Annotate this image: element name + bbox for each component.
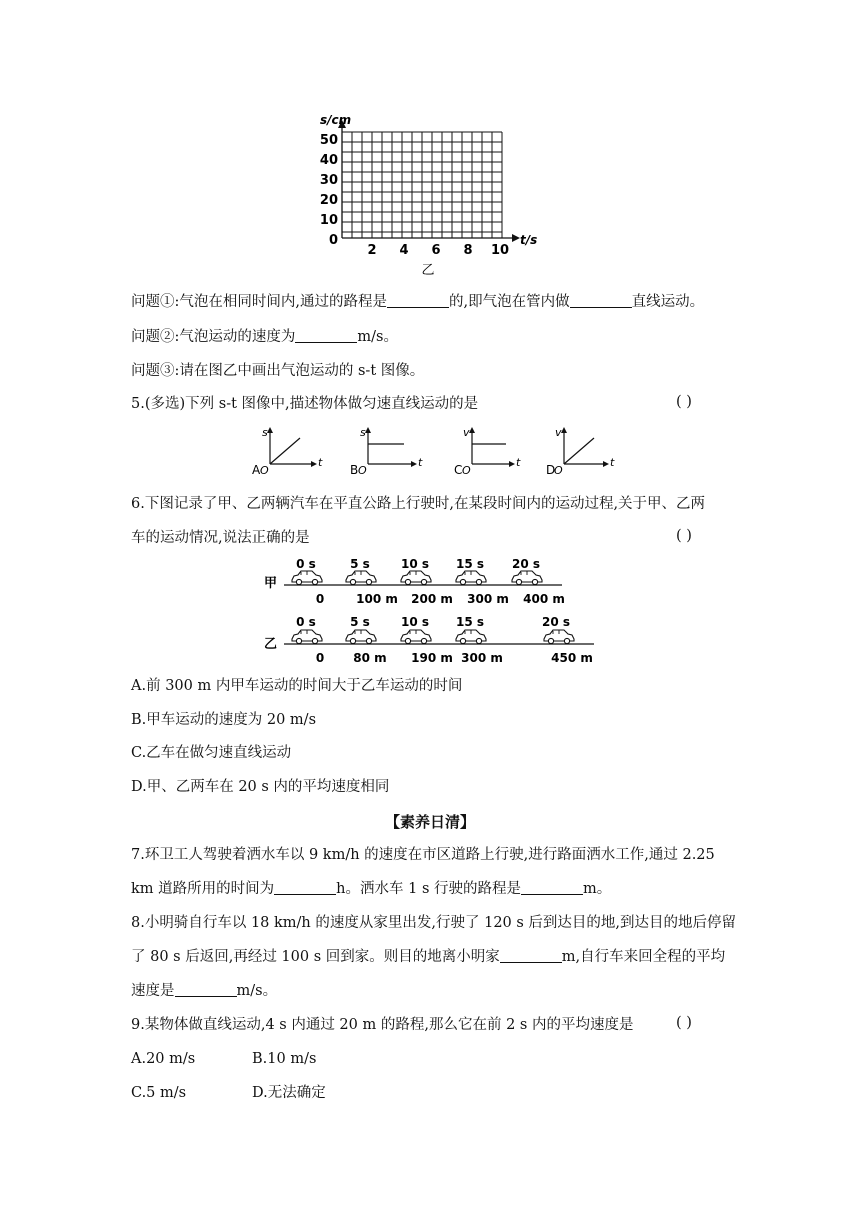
answer-blank[interactable] [295, 328, 357, 343]
q5-options [250, 426, 620, 478]
q4-line2 [131, 327, 398, 347]
q6-yi-car [346, 630, 376, 644]
answer-blank[interactable] [500, 948, 562, 963]
q6-yi-distance: 190 m [411, 651, 453, 665]
q8-line3-b: m/s。 [236, 983, 278, 999]
q5-b-origin: O [358, 464, 367, 477]
q5-a-origin: O [260, 464, 269, 477]
section-title: 【素养日清】 [384, 813, 475, 831]
q6-jia-time: 10 s [400, 557, 430, 571]
graph-yi-x-tick: 4 [399, 243, 409, 258]
answer-blank[interactable] [175, 982, 237, 997]
q5-option-c: C [454, 463, 463, 477]
q5-c-xlabel: t [516, 456, 521, 469]
q5-a-ylabel: s [262, 426, 268, 439]
q6-yi-label: 乙 [264, 637, 278, 652]
q6-jia-distance: 100 m [356, 592, 398, 606]
q9-option-c[interactable]: C.5 m/s [131, 1085, 187, 1101]
q4-line2-a: 问题②:气泡运动的速度为 [131, 329, 296, 345]
graph-yi-y-tick: 30 [319, 173, 338, 188]
q9-option-d[interactable]: D.无法确定 [252, 1085, 326, 1101]
q6-option-a[interactable]: A.前 300 m 内甲车运动的时间大于乙车运动的时间 [131, 678, 463, 694]
q5-option-b: B [350, 463, 359, 477]
q6-jia-car [456, 571, 486, 585]
answer-blank[interactable] [387, 293, 449, 308]
graph-yi-x-tick: 10 [490, 243, 510, 258]
q9-answer-paren[interactable]: ( ) [676, 1015, 692, 1031]
q6-yi-distance: 80 m [353, 651, 387, 665]
q4-line2-b: m/s。 [357, 329, 398, 345]
q6-cars-diagram [260, 556, 600, 668]
q6-yi-time: 0 s [296, 615, 316, 629]
q6-jia-distance: 0 [315, 592, 325, 606]
q6-stem2: 车的运动情况,说法正确的是 [131, 530, 310, 546]
q5-c-ylabel: v [463, 426, 470, 439]
q6-yi-time: 20 s [541, 615, 571, 629]
q8-line3-a: 速度是 [131, 983, 175, 999]
graph-yi-x-tick: 8 [463, 243, 473, 258]
q6-jia-distance: 300 m [467, 592, 509, 606]
q6-jia-distance: 200 m [411, 592, 453, 606]
q6-option-c[interactable]: C.乙车在做匀速直线运动 [131, 745, 292, 761]
graph-yi-x-tick: 6 [431, 243, 441, 258]
q6-yi-car [544, 630, 574, 644]
q5-d-xlabel: t [610, 456, 615, 469]
graph-yi [310, 110, 540, 280]
q5-b-ylabel: s [360, 426, 366, 439]
q9-option-a[interactable]: A.20 m/s [131, 1051, 196, 1067]
graph-yi-y-tick: 20 [319, 193, 338, 208]
q6-yi-car [292, 630, 322, 644]
q5-d-line [564, 438, 594, 464]
answer-blank[interactable] [274, 880, 336, 895]
q8-line1: 8.小明骑自行车以 18 km/h 的速度从家里出发,行驶了 120 s 后到达目的地,到达目的地后停留 [131, 915, 737, 931]
q6-jia-car [346, 571, 376, 585]
graph-yi-x-label: t/s [520, 233, 538, 247]
q5-answer-paren[interactable]: ( ) [676, 394, 692, 410]
q6-yi-time: 15 s [455, 615, 485, 629]
graph-yi-x-tick: 2 [367, 243, 377, 258]
q6-yi-time: 10 s [400, 615, 430, 629]
q9-option-b[interactable]: B.10 m/s [252, 1051, 317, 1067]
q4-line3: 问题③:请在图乙中画出气泡运动的 s-t 图像。 [131, 363, 425, 379]
q5-a-xlabel: t [318, 456, 323, 469]
q6-yi-distance: 300 m [461, 651, 503, 665]
graph-yi-y-tick: 50 [319, 133, 338, 148]
graph-yi-grid [342, 132, 502, 238]
graph-yi-x-arrow [512, 234, 520, 242]
q6-yi-distance: 0 [315, 651, 325, 665]
q7-line2 [131, 879, 611, 899]
answer-blank[interactable] [570, 293, 632, 308]
q6-jia-car [512, 571, 542, 585]
q6-jia-time: 0 s [296, 557, 316, 571]
graph-yi-y-label: s/cm [320, 113, 352, 127]
q4-line1 [131, 292, 704, 312]
q5-option-a: A [252, 463, 261, 477]
q6-yi-distance: 450 m [551, 651, 593, 665]
q8-line2-b: m,自行车来回全程的平均 [561, 949, 726, 965]
q8-line2-a: 了 80 s 后返回,再经过 100 s 回到家。则目的地离小明家 [131, 949, 500, 965]
q8-line3 [131, 981, 277, 1001]
q5-b-xlabel: t [418, 456, 423, 469]
q6-jia-car [401, 571, 431, 585]
graph-yi-y-tick: 10 [319, 213, 338, 228]
q5-option-d: D [546, 463, 556, 477]
q4-line1-a: 问题①:气泡在相同时间内,通过的路程是 [131, 294, 387, 310]
q9-stem: 9.某物体做直线运动,4 s 内通过 20 m 的路程,那么它在前 2 s 内的平均速度是 [131, 1017, 634, 1033]
q6-jia-time: 15 s [455, 557, 485, 571]
q6-jia-time: 20 s [511, 557, 541, 571]
q6-jia-label: 甲 [264, 576, 278, 591]
q4-line1-b: 的,即气泡在管内做 [449, 294, 570, 310]
q7-line2-a: km 道路所用的时间为 [131, 881, 275, 897]
answer-blank[interactable] [521, 880, 583, 895]
q5-a-line [270, 438, 300, 464]
q6-option-b[interactable]: B.甲车运动的速度为 20 m/s [131, 712, 317, 728]
q7-line2-c: m。 [583, 881, 612, 897]
q6-stem1: 6.下图记录了甲、乙两辆汽车在平直公路上行驶时,在某段时间内的运动过程,关于甲、乙两 [131, 496, 706, 512]
q8-line2 [131, 947, 725, 967]
graph-yi-y-tick: 40 [319, 153, 338, 168]
q5-d-ylabel: v [555, 426, 562, 439]
graph-yi-caption: 乙 [421, 263, 435, 278]
q5-d-origin: O [554, 464, 563, 477]
q7-line1: 7.环卫工人驾驶着洒水车以 9 km/h 的速度在市区道路上行驶,进行路面洒水工作,通过 2.25 [131, 847, 715, 863]
q7-line2-b: h。洒水车 1 s 行驶的路程是 [336, 881, 521, 897]
q6-option-d[interactable]: D.甲、乙两车在 20 s 内的平均速度相同 [131, 779, 390, 795]
q6-yi-car [401, 630, 431, 644]
q4-line1-c: 直线运动。 [631, 294, 705, 310]
q5-c-origin: O [462, 464, 471, 477]
q6-yi-time: 5 s [350, 615, 370, 629]
q6-jia-time: 5 s [350, 557, 370, 571]
q5-stem: 5.(多选)下列 s-t 图像中,描述物体做匀速直线运动的是 [131, 396, 479, 412]
q6-answer-paren[interactable]: ( ) [676, 528, 692, 544]
graph-yi-y-tick: 0 [328, 233, 338, 248]
q6-jia-car [292, 571, 322, 585]
q6-jia-distance: 400 m [523, 592, 565, 606]
q6-yi-car [456, 630, 486, 644]
